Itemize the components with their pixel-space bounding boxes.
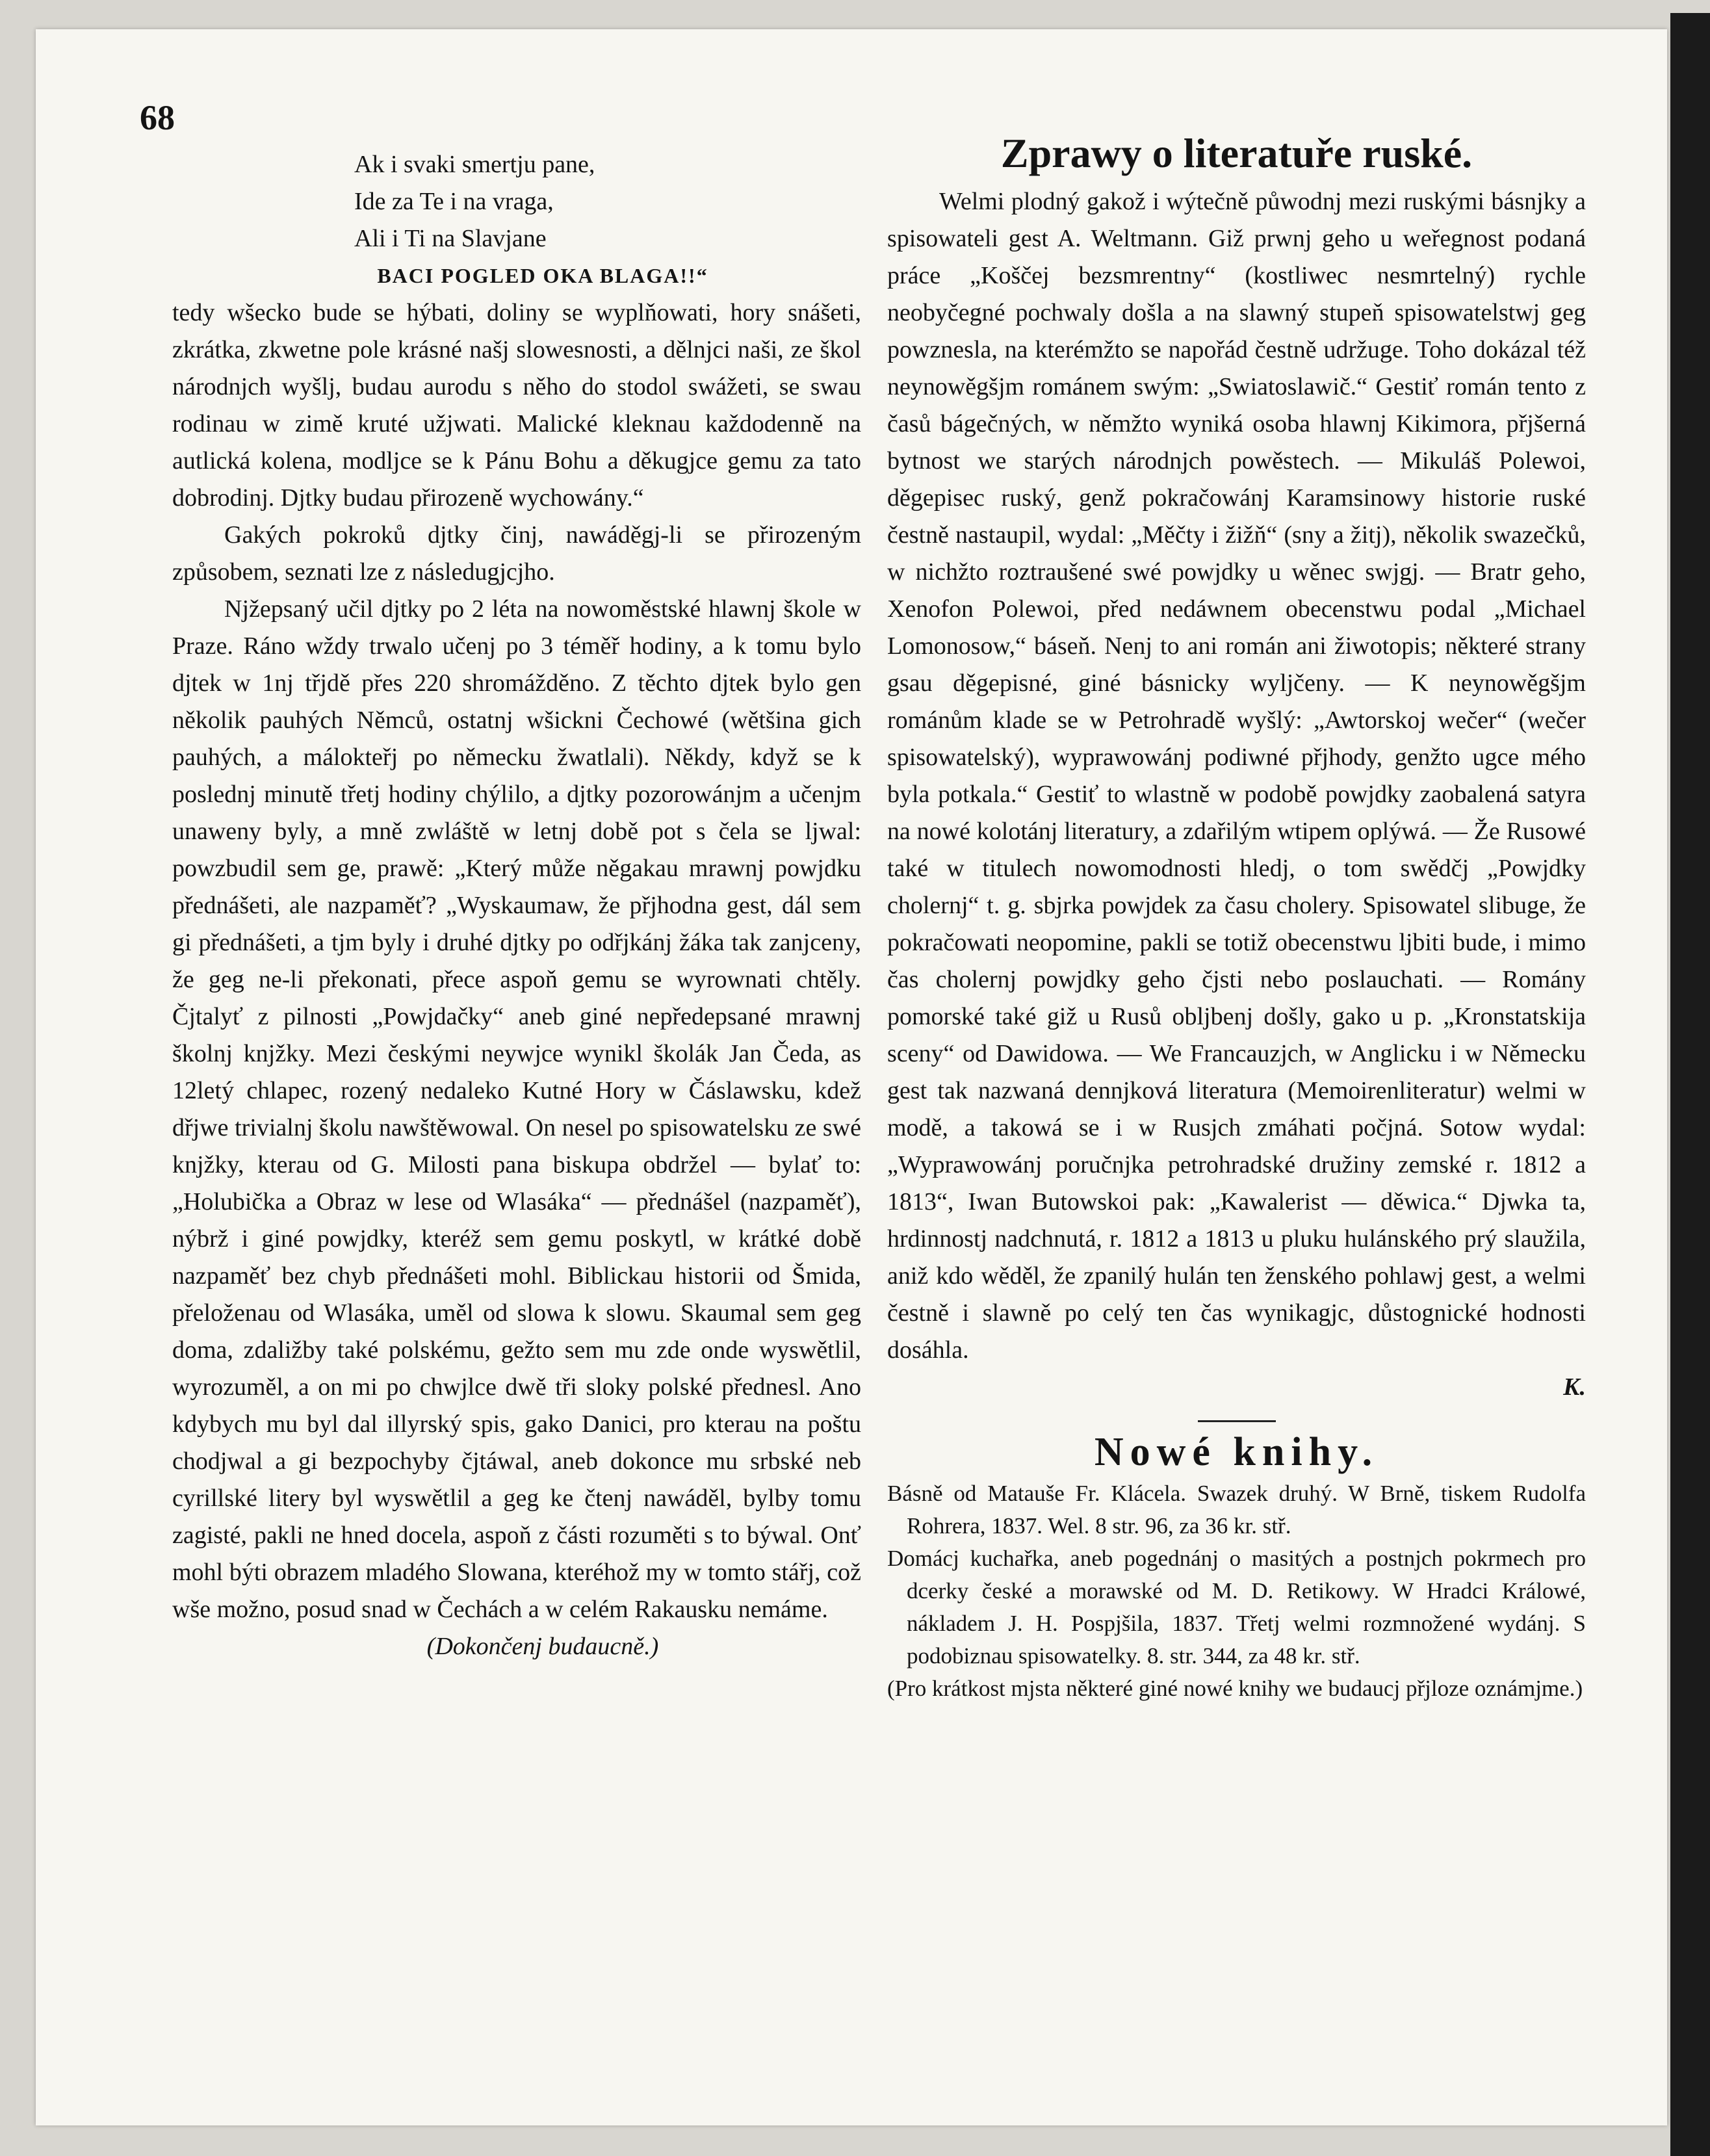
section-title-russian-literature: Zprawy o literatuře ruské. [1000, 130, 1473, 176]
section-divider [1198, 1420, 1276, 1422]
page-number: 68 [140, 98, 175, 137]
verse-line: Ide za Te i na vraga, [354, 188, 554, 215]
continuation-note: (Dokončenj budaucně.) [426, 1633, 659, 1660]
book-entry: Domácj kuchařka, aneb pogednánj o masitých a postnjch pokrmech pro dcerky české a morawské od M. D. Retikowy. W Hradci Králowé, nákladem J. H. Pospjšila, 1837. Třetj welmi rozmnožené wydánj. S podobiznau spisowatelky. 8. str. 344, za 48 kr. stř. [887, 1546, 1586, 1669]
article-paragraph: tedy wšecko bude se hýbati, doliny se wyplňowati, hory snášeti, zkrátka, zkwetne pole krásné našj slowesnosti, a dělnjci naši, ze škol národnjch wyšlj, budau aurodu s něho do stodol swážeti, se swau rodinau w zimě kruté užjwati. Malické kleknau každodenně na autlická kolena, modljce se k Pánu Bohu a děkugjce gemu za tato dobrodinj. Djtky budau přirozeně wychowány.“ [172, 299, 861, 512]
author-signature: K. [1563, 1373, 1586, 1401]
right-column [887, 130, 1586, 1705]
article-paragraph: Gakých pokroků djtky činj, nawáděgj-li se přirozeným způsobem, seznati lze z následugjcjho. [172, 521, 861, 586]
poem-verse [354, 146, 861, 257]
left-column [172, 146, 861, 1665]
verse-line: Ak i svaki smertju pane, [354, 151, 595, 178]
adjacent-page-edge [1670, 13, 1710, 2156]
book-entry: Básně od Matauše Fr. Klácela. Swazek druhý. W Brně, tiskem Rudolfa Rohrera, 1837. Wel. 8 str. 96, za 36 kr. stř. [887, 1481, 1586, 1539]
new-books-list [887, 1477, 1586, 1705]
poem-exclamation: BACI POGLED OKA BLAGA!!“ [377, 264, 708, 287]
section-title-new-books: Nowé knihy. [1094, 1430, 1379, 1474]
russian-literature-paragraph: Welmi plodný gakož i wýtečně půwodnj mezi ruskými básnjky a spisowateli gest A. Weltmann. Giž prwnj geho u weřegnost podaná práce „Koščej bezsmrentny“ (kostliwec nesmrtelný) rychle neobyčegné pochwaly došla a na slawný stupeň spisowatelstwj geg powznesla, na kterémžto se napořád čestně udržuge. Toho dokázal též neynowěgšjm románem swým: „Swiatoslawič.“ Gestiť román tento z časů bágečných, w němžto wyniká osoba hlawnj Kikimora, přjšerná bytnost we starých národnjch powěstech. — Mikuláš Polewoi, děgepisec ruský, genž pokračowánj Karamsinowy historie ruské čestně nastaupil, wydal: „Měčty i žižň“ (sny a žitj), několik swazečků, w nichžto roztraušené swé powjdky u wěnec swjgj. — Bratr geho, Xenofon Polewoi, před nedáwnem obecenstwu podal „Michael Lomonosow,“ báseň. Nenj to ani román ani žiwotopis; některé strany gsau děgepisné, giné básnicky wyljčeny. — K neynowěgšjm románům klade se w Petrohradě wyšlý: „Awtorskoj wečer“ (wečer spisowatelský), wyprawowánj podiwné přjhody, genžto ugce mého byla potkala.“ Gestiť to wlastně w podobě powjdky zaobalená satyra na nowé kolotánj literatury, a zdařilým wtipem oplýwá. — Že Rusowé také w titulech nowomodnosti hledj, o tom swědčj „Powjdky cholernj“ t. g. sbjrka powjdek za času cholery. Spisowatel slibuge, že pokračowati neopomine, pakli se totiž obecenstwu ljbiti bude, i mimo čas cholernj powjdky geho čjsti nebo poslauchati. — Romány pomorské také giž u Rusů obljbenj došly, gako u p. „Kronstatskija sceny“ od Dawidowa. — We Francauzjch, w Anglicku i w Německu gest tak nazwaná dennjková literatura (Memoirenliteratur) welmi w modě, a takowá se i w Rusjch zmáhati počjná. Sotow wydal: „Wyprawowánj poručnjka petrohradské družiny zemské r. 1812 a 1813“, Iwan Butowskoi pak: „Kawalerist — děwica.“ Djwka ta, hrdinnostj nadchnutá, r. 1812 a 1813 u pluku hulánského prý slaužila, aniž kdo wěděl, že zpanilý hulán ten ženského pohlawj gest, a welmi čestně i slawně po celý ten čas wynikagjc, důstognické hodnosti dosáhla. [887, 188, 1586, 1364]
verse-line: Ali i Ti na Slavjane [354, 225, 547, 252]
book-entry: (Pro krátkost mjsta některé giné nowé knihy we budaucj přjloze oznámjme.) [887, 1676, 1583, 1701]
article-paragraph: Njžepsaný učil djtky po 2 léta na nowoměstské hlawnj škole w Praze. Ráno wždy trwalo učenj po 3 téměř hodiny, a k tomu bylo djtek w 1nj třjdě přes 220 shromážděno. Z těchto djtek bylo gen několik pauhých Němců, ostatnj wšickni Čechowé (wětšina gich pauhých, a málokteřj po německu žwatlali). Někdy, když se k poslednj minutě třetj hodiny chýlilo, a djtky pozorowánjm a učenjm unaweny byly, a mně zwláště w letnj době pot s čela se ljwal: powzbudil sem ge, prawě: „Který může něgakau mrawnj powjdku přednášeti, ale nazpaměť? „Wyskaumaw, že přjhodna gest, dál sem gi přednášeti, a tjm byly i druhé djtky po odřjkánj žáka tak zanjceny, že geg ne-li překonati, přece aspoň gemu se wyrownati chtěly. Čjtalyť z pilnosti „Powjdačky“ aneb giné nepředepsané mrawnj školnj knjžky. Mezi českými neywjce wynikl školák Jan Čeda, as 12letý chlapec, rozený nedaleko Kutné Hory w Čáslawsku, kdež dřjwe trivialnj školu nawštěwowal. On nesel po spisowatelsku ze swé knjžky, kterau od G. Milosti pana biskupa obdržel — bylať to: „Holubička a Obraz w lese od Wlasáka“ — přednášel (nazpaměť), nýbrž i giné powjdky, kteréž sem gemu poskytl, w krátké době nazpaměť bez chyb přednášeti mohl. Biblickau historii od Šmida, přeloženau od Wlasáka, uměl od slowa k slowu. Skaumal sem geg doma, zdaližby také polskému, gežto sem mu zde onde wyswětlil, wyrozuměl, a on mi po chwjlce dwě tři sloky polské přednesl. Ano kdybych mu byl dal illyrský spis, gako Danici, pro kterau na poštu chodjwal a gi bezpochyby čjtáwal, aneb dokonce mu srbské neb cyrillské litery byl wyswětlil a geg ke čtenj nawáděl, bylby tomu zagisté, pakli ne hned docela, aspoň z části rozuměti s to býwal. Onť mohl býti obrazem mladého Slowana, kteréhož my w tomto stářj, což wše možno, posud snad w Čechách a w celém Rakausku nemáme. [172, 595, 861, 1623]
